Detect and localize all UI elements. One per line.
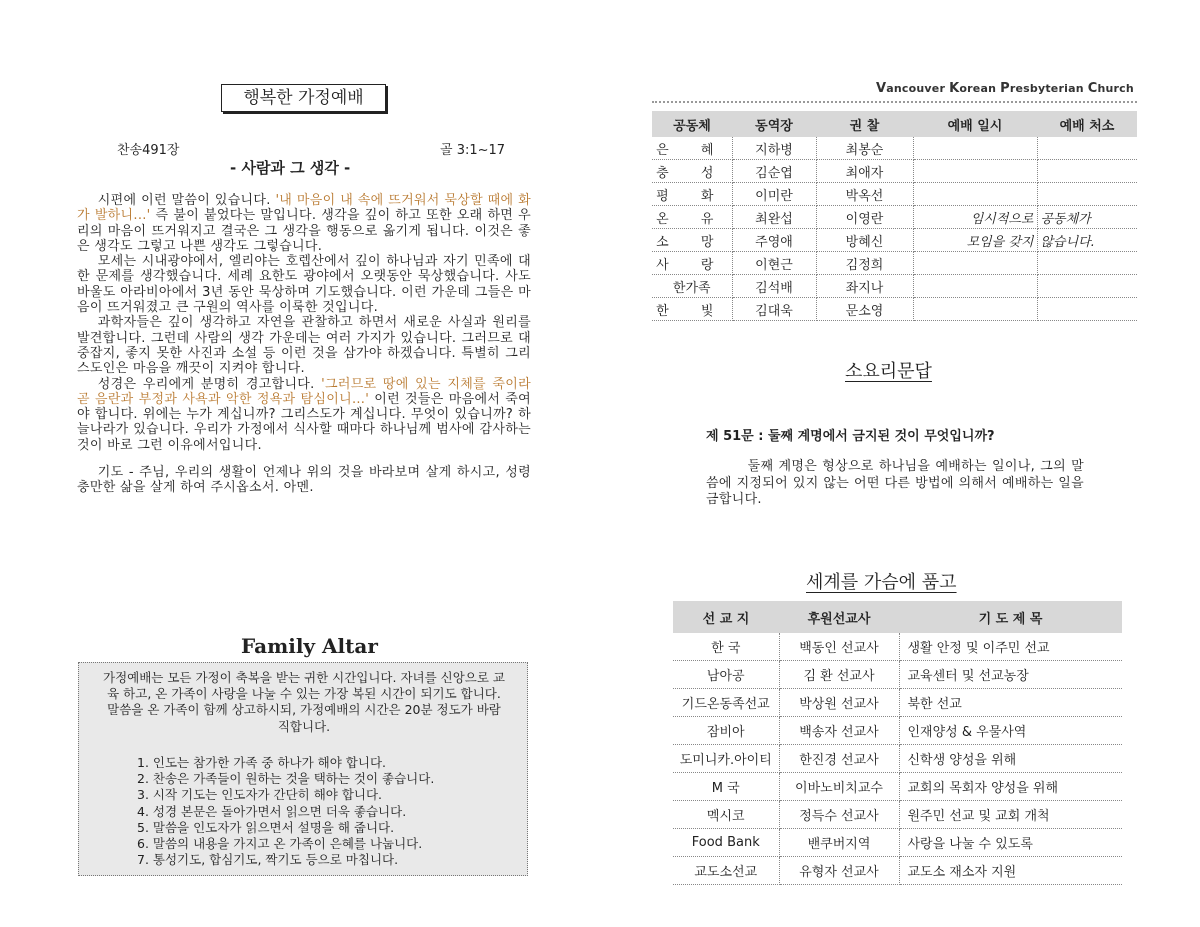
table-row: 기드온동족선교 박상원 선교사 북한 선교 [673, 689, 1122, 717]
catechism-title: 소요리문답 [845, 361, 932, 382]
scripture-quote: '내 마음이 내 속에 뜨거워서 묵상할 때에 화가 발하니...' [77, 193, 531, 224]
sermon-paragraph: 성경은 우리에게 분명히 경고합니다. '그러므로 땅에 있는 지체를 죽이라 곧 음란과 부정과 사욕과 악한 정욕과 탐심이니...' 이런 것들은 마음에서 죽여야 합니다. 위에는 누가 계십니까? 그리스도가 계십니다. 무엇이 있습니까? 하늘나라가 있습니다. 우리가 가정에서 식사할 때마다 하나님께 범사에 감사하는 것이 바로 그런 이유에서입니다. [77, 376, 531, 453]
scripture-quote: '그러므로 땅에 있는 지체를 죽이라 곧 음란과 부정과 사욕과 악한 정욕과 탐심이니...' [77, 376, 531, 407]
community-table [652, 111, 1137, 321]
column-header: 선 교 지 [673, 601, 779, 633]
sermon-title: - 사람과 그 생각 - [230, 159, 351, 177]
sermon-body [77, 193, 531, 496]
table-row: 한 빛 김대욱 문소영 [652, 298, 1137, 321]
table-row: 은 혜 지하병 최봉순 [652, 137, 1137, 160]
sermon-paragraph: 시편에 이런 말씀이 있습니다. '내 마음이 내 속에 뜨거워서 묵상할 때에 화가 발하니...' 즉 불이 붙었다는 말입니다. 생각을 깊이 하고 또한 오래 하면 우리의 마음이 뜨거워지고 결국은 그 생각을 행동으로 옮기게 됩니다. 이것은 좋은 생각도 그렇고 나쁜 생각도 그렇습니다. [77, 193, 531, 254]
table-row: 남아공 김 환 선교사 교육센터 및 선교농장 [673, 661, 1122, 689]
page-title: 행복한 가정예배 [221, 84, 386, 112]
scripture-reference: 골 3:1~17 [440, 143, 506, 158]
rule-item: 3. 시작 기도는 인도자가 간단히 해야 합니다. [137, 787, 383, 803]
sermon-paragraph: 과학자들은 깊이 생각하고 자연을 관찰하고 하면서 새로운 사실과 원리를 발견합니다. 그런데 사람의 생각 가운데는 여러 가지가 있습니다. 그러므로 대중잡지, 좋지 못한 사진과 소설 등 이런 것을 삼가야 하겠습니다. 특별히 그리스도인은 마음을 깨끗이 지켜야 합니다. [77, 315, 531, 377]
catechism-question: 제 51문 : 둘째 계명에서 금지된 것이 무엇입니까? [706, 429, 995, 444]
rule-item: 5. 말씀을 인도자가 읽으면서 설명을 해 줍니다. [137, 819, 395, 835]
hymn-number: 찬송491장 [117, 143, 180, 158]
rule-item: 1. 인도는 참가한 가족 중 하나가 해야 합니다. [137, 755, 386, 770]
column-header: 공동체 [652, 111, 732, 137]
column-header: 권 찰 [816, 111, 913, 137]
rule-item: 6. 말씀의 내용을 가지고 온 가족이 은혜를 나눕니다. [137, 836, 423, 852]
column-header: 기 도 제 목 [899, 601, 1122, 633]
prayer: 기도 - 주님, 우리의 생활이 언제나 위의 것을 바라보며 살게 하시고, 성령 충만한 삶을 살게 하여 주시옵소서. 아멘. [77, 465, 531, 496]
table-row: Food Bank 밴쿠버지역 사랑을 나눌 수 있도록 [673, 829, 1122, 857]
table-row: 온 유 최완섭 이영란 임시적으로 공동체가 [652, 206, 1137, 229]
table-row: 평 화 이미란 박옥선 [652, 183, 1137, 206]
catechism-answer: 둘째 계명은 형상으로 하나님을 예배하는 일이나, 그의 말씀에 지정되어 있지 않는 어떤 다른 방법에 의해서 예배하는 일을 금합니다. [706, 459, 1084, 507]
column-header: 동역장 [732, 111, 816, 137]
column-header: 후원선교사 [779, 601, 899, 633]
divider [652, 101, 1137, 103]
table-row: 충 성 김순엽 최애자 [652, 160, 1137, 183]
rule-item: 4. 성경 본문은 돌아가면서 읽으면 더욱 좋습니다. [137, 803, 407, 819]
family-altar-rules [137, 755, 434, 868]
table-row: 도미니카.아이티 한진경 선교사 신학생 양성을 위해 [673, 745, 1122, 773]
table-row: 한가족 김석배 좌지나 [652, 275, 1137, 298]
family-altar-box [78, 662, 528, 876]
column-header: 예배 처소 [1037, 111, 1137, 137]
church-name: Vancouver Korean Presbyterian Church [876, 81, 1134, 96]
table-row: 한 국 백동인 선교사 생활 안정 및 이주민 선교 [673, 633, 1122, 661]
table-row: 소 망 주영애 방혜신 모임을 갖지 않습니다. [652, 229, 1137, 252]
table-row: 사 랑 이현근 김정희 [652, 252, 1137, 275]
rule-item: 7. 통성기도, 합심기도, 짝기도 등으로 마칩니다. [137, 852, 399, 868]
table-row: 잠비아 백송자 선교사 인재양성 & 우물사역 [673, 717, 1122, 745]
rule-item: 2. 찬송은 가족들이 원하는 것을 택하는 것이 좋습니다. [137, 771, 435, 787]
table-row: 교도소선교 유형자 선교사 교도소 재소자 지원 [673, 857, 1122, 885]
missions-title: 세계를 가슴에 품고 [806, 572, 957, 593]
column-header: 예배 일시 [913, 111, 1037, 137]
sermon-paragraph: 모세는 시내광야에서, 엘리야는 호렙산에서 깊이 하나님과 자기 민족에 대한 문제를 생각했습니다. 세례 요한도 광야에서 오랫동안 묵상했습니다. 사도 바울도 아라비아에서 3년 동안 묵상하며 기도했습니다. 이런 가운데 그들은 마음이 뜨거워졌고 큰 구원의 역사를 이룩한 것입니다. [77, 254, 531, 316]
family-altar-title: Family Altar [241, 634, 378, 658]
table-row: M 국 이바노비치교수 교회의 목회자 양성을 위해 [673, 773, 1122, 801]
missions-table [673, 601, 1122, 885]
table-row: 멕시코 정득수 선교사 원주민 선교 및 교회 개척 [673, 801, 1122, 829]
family-altar-intro: 가정예배는 모든 가정이 축복을 받는 귀한 시간입니다. 자녀를 신앙으로 교육 하고, 온 가족이 사랑을 나눌 수 있는 가장 복된 시간이 되기도 합니다. 말씀을 온 가족이 함께 상고하시되, 가정예배의 시간은 20분 정도가 바람직합니다. [103, 670, 505, 734]
